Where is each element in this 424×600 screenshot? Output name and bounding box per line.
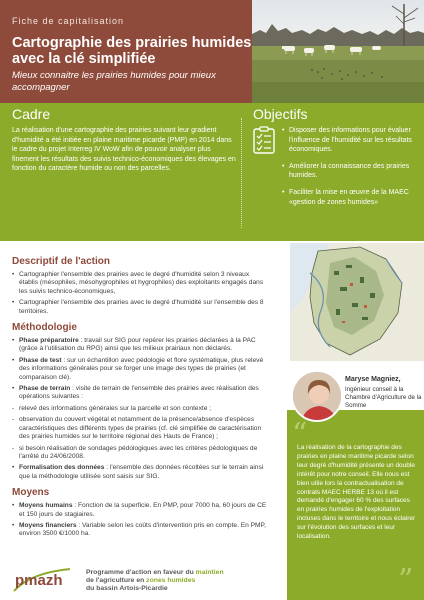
wetland-map-image [290, 243, 424, 361]
footer-programme-text [86, 569, 282, 594]
method-item-text: : travail sur SIG pour repérer les prairies déclarées à la PAC (grâce à l'utilisation du RPG) ainsi que les milieux prairiaux non déclarés. [19, 337, 256, 353]
method-item-lead: Phase de terrain [19, 385, 71, 393]
method-item [12, 357, 270, 382]
header-photo-meadow-cows [252, 0, 424, 103]
footer-line-2 [86, 577, 282, 585]
method-item-text: : visite de terrain de l'ensemble des prairies avec réalisation des opérations suivantes : [19, 385, 259, 401]
person-role: Ingénieur conseil à la Chambre d'Agriculture de la Somme [345, 386, 422, 409]
main-column [12, 256, 270, 545]
objectifs-heading: Objectifs [253, 106, 308, 122]
band-divider [241, 118, 242, 228]
avatar [291, 370, 343, 422]
moyens-heading: Moyens [12, 487, 50, 499]
moyen-item-text: : Variable selon les coûts d'intervention pris en compte. En PMP, environ 3500 €/1000 ha. [19, 521, 266, 538]
person-name: Maryse Magniez, [345, 376, 401, 383]
quote-close-icon: ” [398, 563, 414, 598]
moyen-item-text: : Fonction de la superficie. En PMP, pour 7000 ha, 60 jours de CE et 150 jours de stagiaires. [19, 502, 267, 518]
footer-line-1-c: maintien [195, 569, 224, 576]
method-item-lead: Phase de test [19, 356, 62, 364]
footer-line-1-a: Programme [86, 569, 126, 576]
page-title: Cartographie des prairies humides avec la clé simplifiée [12, 35, 252, 67]
descriptif-section [12, 256, 270, 316]
pmazh-logo [12, 565, 72, 593]
footer-line-1-b: d'action en faveur du [125, 569, 196, 576]
objectifs-list [282, 126, 420, 214]
method-subitem: - si besoin réalisation de sondages pédologiques avec les critères pédologiques de l'arrêté du 24/06/2008. [12, 445, 270, 462]
moyen-item [12, 502, 270, 519]
method-item-text: : l'ensemble des données récoltées sur le terrain ainsi que la méthodologie utilisée sont saisis sur SIG. [19, 464, 264, 480]
methodologie-heading: Méthodologie [12, 322, 77, 334]
method-subitem: - relevé des informations générales sur la parcelle et son contexte ; [12, 405, 270, 413]
method-item-text: : sur un échantillon avec pédologie et flore systématique, plus relevé des informations générales pour se forger une image des types de prairies (et comparaison clé). [19, 356, 264, 381]
moyen-item-lead: Moyens financiers [19, 521, 77, 529]
page-subtitle: Mieux connaitre les prairies humides pour mieux accompagner [12, 70, 216, 93]
method-item [12, 337, 270, 354]
descriptif-item: • Cartographier l'ensemble des prairies avec le degré d'humidité sur l'ensemble des 8 territoires. [12, 299, 270, 316]
document-kicker: Fiche de capitalisation [12, 16, 125, 26]
method-item [12, 385, 270, 402]
clipboard-check-icon [253, 126, 275, 154]
header-text-block [12, 0, 267, 94]
pmazh-logo-text: pmazh [15, 572, 63, 589]
moyen-item [12, 522, 270, 539]
footer-line-3: du bassin Artois-Picardie [86, 585, 168, 593]
descriptif-item: • Cartographier l'ensemble des prairies avec le degré d'humidité selon 3 niveaux établis (mésophiles, mésohygrophiles et hygrophiles) des exploitants engagés dans les suivis technico-économiques, [12, 271, 270, 296]
moyens-section [12, 487, 270, 539]
method-subitem: - observation du couvert végétal et notamment de la présence/absence d'espèces caractéristiques des différents types de prairies (cf. clé simplifiée de caractérisation des prairies humides sur le territoire régional des Hauts de France) ; [12, 416, 270, 441]
method-item [12, 464, 270, 481]
objectif-item: • Faciliter la mise en œuvre de la MAEC «gestion de zones humides» [282, 188, 420, 207]
method-item-lead: Formalisation des données [19, 464, 105, 472]
moyen-item-lead: Moyens humains [19, 502, 73, 510]
cadre-text: La réalisation d'une cartographie des prairies suivant leur gradient d'humidité a été initiée en plaine maritime picarde (PMP) en 2014 dans le cadre du projet Interreg IV WoW afin de pouvoir analyser plus finement les résultats des suivis technico-économiques des élevages en fonction du caractère humide ou non des parcelles. [12, 127, 236, 173]
objectif-item: • Disposer des informations pour évaluer l'influence de l'humidité sur les résultats économiques. [282, 126, 420, 155]
testimony-text: La réalisation de la cartographie des prairies en plaine maritime picarde selon leur degré d'humidité présente un double intérêt pour notre conseil. Elle nous est bien utile lors la contractualisation de contrats MAEC HERBE 13 où il est demandé d'engager 60 % des surfaces en prairies humides de l'exploitation incluses dans le territoire et nous éclairer sur l'évolution des surfaces et leur localisation. [297, 444, 416, 541]
footer-line-2-b: zones humides [146, 577, 196, 585]
descriptif-heading: Descriptif de l'action [12, 256, 110, 267]
cadre-heading: Cadre [12, 106, 51, 122]
method-item-lead: Phase préparatoire [19, 337, 79, 345]
footer-line-2-a: de l'agriculture en [86, 577, 147, 585]
quote-open-icon: “ [292, 417, 308, 452]
objectif-item: • Améliorer la connaissance des prairies humides. [282, 162, 420, 181]
methodologie-section [12, 322, 270, 481]
footer-line-1 [86, 569, 282, 577]
